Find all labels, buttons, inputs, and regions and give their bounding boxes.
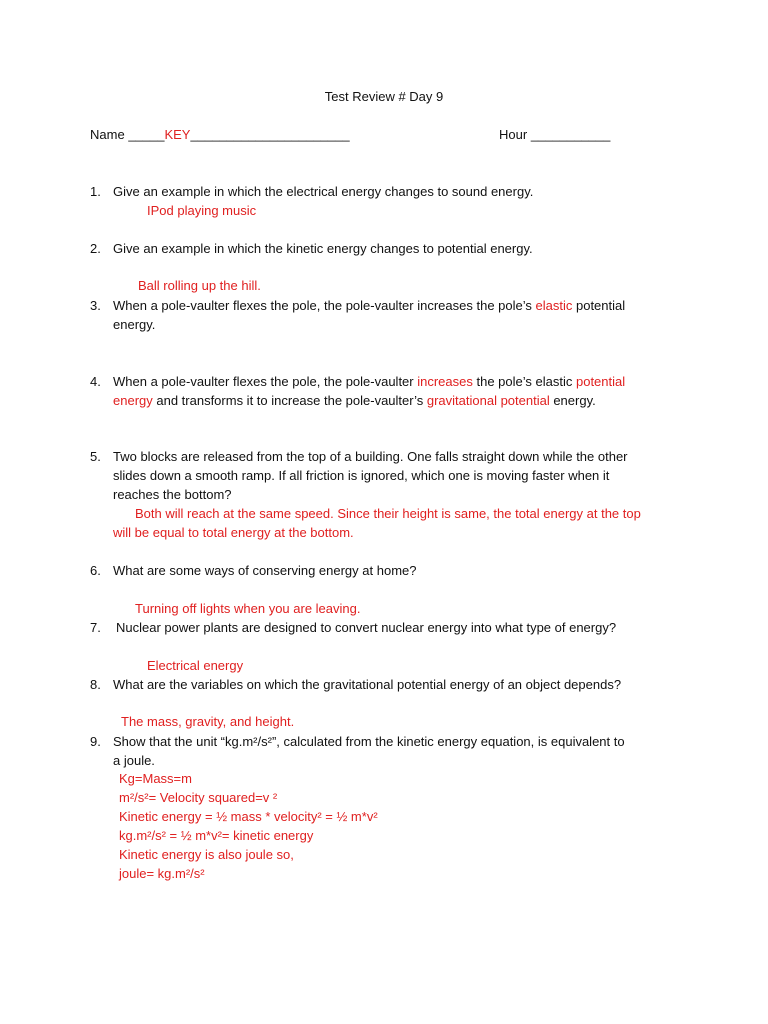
answer-text: kg.m²/s² = ½ m*v²= kinetic energy — [119, 828, 314, 843]
answer-text: The mass, gravity, and height. — [121, 714, 295, 729]
answer-text: m²/s²= Velocity squared=v ² — [119, 790, 278, 805]
question-text: What are some ways of conserving energy at home? — [113, 563, 417, 578]
page-title: Test Review # Day 9 — [324, 89, 444, 104]
hour-label: Hour — [499, 127, 528, 142]
name-blank-before: _____ — [128, 127, 165, 142]
question-number: 1. — [90, 184, 101, 199]
question-text: Nuclear power plants are designed to convert nuclear energy into what type of energy? — [116, 620, 617, 635]
question-text-part: potential — [572, 298, 626, 313]
name-field — [90, 127, 350, 142]
question-number: 5. — [90, 449, 101, 464]
answer-text: joule= kg.m²/s² — [119, 866, 205, 881]
answer-text: Turning off lights when you are leaving. — [135, 601, 361, 616]
answer-text: Kg=Mass=m — [119, 771, 192, 786]
question-text-part: When a pole-vaulter flexes the pole, the pole-vaulter increases the pole’s — [113, 298, 536, 313]
name-value: KEY — [164, 127, 191, 142]
answer-inline: energy — [113, 393, 153, 408]
answer-text: Kinetic energy is also joule so, — [119, 847, 294, 862]
hour-field — [499, 127, 610, 142]
question-text: reaches the bottom? — [113, 487, 232, 502]
question-text-part: energy. — [549, 393, 596, 408]
hour-blank: ___________ — [530, 127, 611, 142]
answer-text: Ball rolling up the hill. — [138, 278, 261, 293]
answer-text: Electrical energy — [147, 658, 244, 673]
answer-text: IPod playing music — [147, 203, 257, 218]
question-text — [113, 297, 625, 315]
name-blank-after: ______________________ — [190, 127, 350, 142]
question-text-part: and transforms it to increase the pole-vaulter’s — [152, 393, 427, 408]
question-text: energy. — [113, 317, 156, 332]
question-text: Give an example in which the electrical energy changes to sound energy. — [113, 184, 534, 199]
question-number: 9. — [90, 734, 101, 749]
answer-inline: increases — [417, 374, 473, 389]
name-label: Name — [90, 127, 125, 142]
answer-text: Kinetic energy = ½ mass * velocity² = ½ m*v² — [119, 809, 378, 824]
question-text-part: the pole’s elastic — [472, 374, 576, 389]
question-text: a joule. — [113, 753, 155, 768]
question-number: 2. — [90, 241, 101, 256]
question-text-part: When a pole-vaulter flexes the pole, the pole-vaulter — [113, 374, 418, 389]
question-text — [113, 392, 596, 410]
question-number: 3. — [90, 298, 101, 313]
answer-inline: gravitational potential — [426, 393, 550, 408]
answer-inline: elastic — [535, 298, 573, 313]
answer-text: Both will reach at the same speed. Since their height is same, the total energy at the top — [135, 506, 641, 521]
question-number: 6. — [90, 563, 101, 578]
question-text: Show that the unit “kg.m²/s²”, calculated from the kinetic energy equation, is equivalent to — [113, 734, 625, 749]
question-number: 7. — [90, 620, 101, 635]
question-number: 4. — [90, 374, 101, 389]
answer-inline: potential — [575, 374, 626, 389]
question-text: Two blocks are released from the top of a building. One falls straight down while the other — [113, 449, 628, 464]
question-text: What are the variables on which the gravitational potential energy of an object depends? — [113, 677, 622, 692]
answer-text: will be equal to total energy at the bottom. — [113, 525, 354, 540]
question-text: slides down a smooth ramp. If all friction is ignored, which one is moving faster when it — [113, 468, 610, 483]
question-text: Give an example in which the kinetic energy changes to potential energy. — [113, 241, 533, 256]
question-number: 8. — [90, 677, 101, 692]
question-text — [113, 373, 625, 391]
